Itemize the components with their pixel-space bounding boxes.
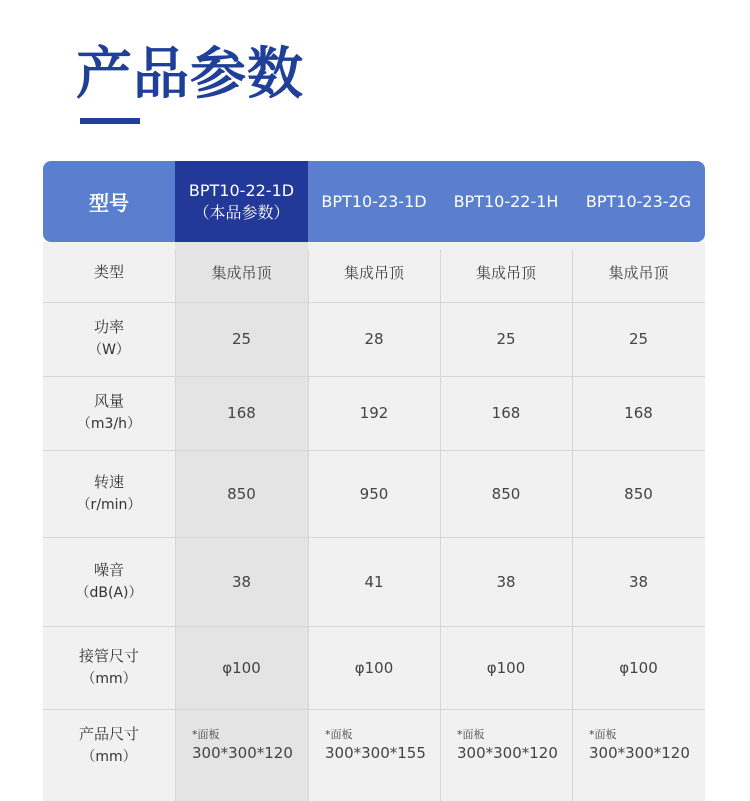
header-model-1	[175, 161, 308, 242]
table-row-label-noise	[43, 537, 175, 626]
model-name: BPT10-22-1D	[188, 180, 295, 200]
table-header	[43, 161, 705, 242]
header-model-4: BPT10-23-2G	[585, 192, 692, 211]
table-cell: 28	[364, 330, 384, 348]
table-cell: 38	[628, 572, 649, 591]
table-cell: 192	[359, 404, 389, 422]
table-cell: 集成吊顶	[475, 263, 536, 282]
row-label: 风量	[93, 392, 124, 410]
size-note: *面板	[589, 728, 617, 741]
table-row-label-speed	[43, 450, 175, 537]
row-unit: （m3/h）	[76, 416, 142, 432]
table-cell: 850	[227, 484, 256, 503]
size-value: 300*300*120	[192, 744, 293, 762]
row-unit: （mm）	[81, 749, 137, 765]
table-cell	[175, 709, 308, 783]
table-cell: 41	[364, 572, 384, 591]
table-cell: 25	[231, 330, 252, 348]
size-note: *面板	[457, 728, 485, 741]
row-label: 类型	[93, 262, 124, 281]
table-cell: 集成吊顶	[211, 263, 272, 282]
table-cell: 集成吊顶	[608, 263, 669, 282]
table-cell: 38	[231, 572, 252, 591]
size-note: *面板	[325, 728, 353, 741]
table-cell: 168	[624, 404, 653, 422]
table-cell	[308, 709, 440, 783]
table-cell	[440, 709, 572, 783]
table-cell: 950	[359, 484, 389, 503]
row-label: 功率	[93, 318, 124, 336]
table-cell: 168	[491, 404, 521, 422]
size-value: 300*300*120	[589, 744, 690, 762]
row-label: 接管尺寸	[78, 646, 139, 665]
row-label: 产品尺寸	[78, 725, 139, 743]
title-underline	[80, 118, 140, 124]
table-cell: 168	[227, 404, 256, 422]
table-cell: 集成吊顶	[343, 263, 404, 282]
table-row-label-product-size	[43, 709, 175, 783]
table-cell: 850	[491, 484, 521, 503]
header-model-2: BPT10-23-1D	[321, 192, 427, 211]
row-label: 转速	[93, 472, 124, 491]
row-label: 噪音	[93, 560, 124, 579]
table-body	[43, 242, 705, 801]
row-unit: （W）	[88, 342, 130, 358]
size-value: 300*300*155	[325, 744, 426, 762]
table-row-label-airflow	[43, 376, 175, 450]
table-cell: 25	[496, 330, 516, 348]
table-cell: φ100	[354, 658, 394, 677]
table-row-label-power	[43, 302, 175, 376]
table-row-label-type	[43, 242, 175, 302]
table-cell: 25	[628, 330, 649, 348]
table-row-label-duct-size	[43, 626, 175, 709]
row-unit: （dB(A)）	[75, 584, 143, 601]
model-sub: （本品参数）	[193, 202, 290, 222]
table-cell: 850	[624, 484, 653, 503]
size-value: 300*300*120	[457, 744, 558, 762]
table-cell: φ100	[486, 658, 526, 677]
table-cell: φ100	[619, 658, 658, 677]
header-label: 型号	[89, 191, 129, 215]
header-model-3: BPT10-22-1H	[453, 192, 559, 211]
size-note: *面板	[192, 728, 220, 741]
spec-table	[43, 161, 705, 801]
table-cell: φ100	[222, 658, 261, 677]
table-cell	[572, 709, 705, 783]
page-title: 产品参数	[76, 42, 304, 107]
table-cell: 38	[496, 572, 516, 591]
row-unit: （r/min）	[76, 496, 142, 513]
row-unit: （mm）	[81, 670, 137, 687]
